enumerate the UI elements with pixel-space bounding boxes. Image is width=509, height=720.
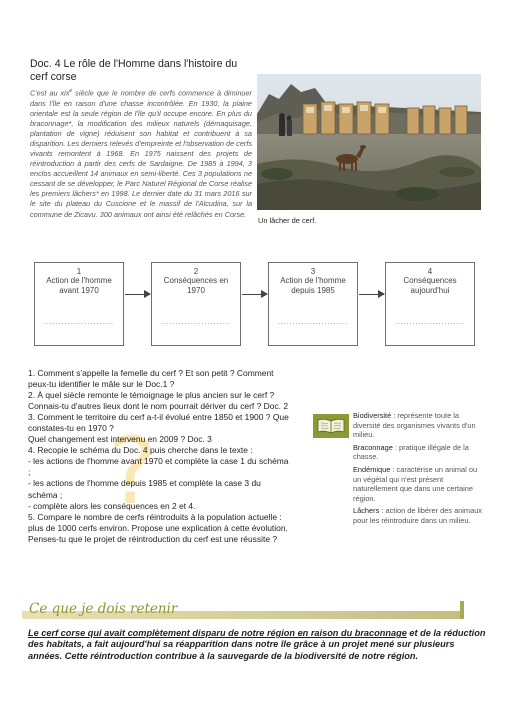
doc-body-text: C'est au xix$^e$ siècle que le nombre de cerfs commence à diminuer dans l'île en raison d'une chasse incontrôlée. En 1930, la plaine orientale est la seule région de l'île qu'il occupe encore. En plus du braconnage*, la modification des milieux naturels (démaquisage, plantation de vigne) réduisent son habitat et contribuent à sa disparition. Les derniers relevés d'empreinte et l'observation de cerfs vivants remontent à 1968. En 1975 naissent des projets de réintroduction à partir des cerfs de Sardaigne. De 1985 à 1994, 3 enclos accueillent 14 animaux en semi-liberté. Ces 3 populations ne cessant de se développer, le Parc Naturel Régional de Corse réalise les premiers lâchers* en 1998. Le dernier date du 31 mars 2016 sur le site du plateau du Cuscione et le massif de l'Alcudina, sur la commune de Zicavu. 300 animaux ont ainsi été relâchés en Corse.: [30, 88, 252, 219]
retenir-title: Ce que je dois retenir: [29, 601, 178, 617]
glossary: [353, 411, 483, 529]
glossary-definition: : action de libérer des animaux pour les réintroduire dans un milieu.: [353, 506, 483, 525]
diagram-arrow: [242, 294, 267, 295]
questions-list: [28, 368, 292, 545]
question-item: - complète alors les conséquences en 2 et 4.: [28, 500, 196, 511]
question-item: Quel changement est intervenu en 2009 ? Doc. 3: [28, 434, 212, 445]
question-item: 3. Comment le territoire du cerf a-t-il évolué entre 1850 et 1900 ? Que constates-tu en 1970 ?: [28, 412, 289, 434]
diagram-arrow: [359, 294, 384, 295]
glossary-entry: [353, 506, 483, 525]
glossary-term: Biodiversité: [353, 411, 392, 420]
diagram-step-4: [385, 262, 475, 346]
diagram-step-3: [268, 262, 358, 346]
photo-caption: Un lâcher de cerf.: [258, 216, 317, 225]
step-number: 2: [193, 267, 199, 276]
glossary-entry: [353, 443, 483, 462]
step-label: Conséquences en 1970: [163, 276, 229, 295]
glossary-term: Lâchers: [353, 506, 380, 516]
retenir-summary: [28, 628, 486, 662]
step-blank: ........................: [278, 319, 348, 326]
step-label: Conséquences aujourd'hui: [403, 276, 457, 295]
diagram-step-2: [151, 262, 241, 346]
diagram-arrow: [125, 294, 150, 295]
glossary-term: Endémique: [353, 464, 391, 474]
question-mark-icon: ?: [108, 418, 157, 525]
open-book-icon: [313, 414, 349, 438]
question-item: 1. Comment s'appelle la femelle du cerf ? Et son petit ? Comment peux-tu identifier le mâle sur le Doc.1 ?: [28, 368, 274, 390]
step-blank: ........................: [395, 319, 465, 326]
deer-release-photo: [257, 74, 481, 210]
doc-title: Doc. 4 Le rôle de l'Homme dans l'histoire du cerf corse: [30, 58, 238, 83]
retenir-rest: et de la réduction des habitats, a fait aujourd'hui sa réapparition dans notre île grâce à un projet mené sur plusieurs années. Cette réintroduction contribue à la sauvegarde de la biodiversité de notre région.: [28, 628, 486, 661]
question-item: - les actions de l'homme avant 1970 et complète la case 1 du schéma ;: [28, 456, 289, 478]
step-blank: ........................: [44, 319, 114, 326]
glossary-definition: : caractérise un animal ou un végétal qui n'est présent naturellement que dans une certaine région.: [353, 464, 478, 503]
question-item: - les actions de l'homme depuis 1985 et complète la case 3 du schéma ;: [28, 478, 261, 500]
step-number: 3: [310, 267, 316, 276]
step-label: Action de l'homme avant 1970: [46, 276, 112, 295]
flow-diagram: [34, 262, 484, 362]
step-number: 4: [427, 267, 433, 276]
retenir-underlined: Le cerf corse qui avait complètement disparu de notre région en raison du braconnage: [28, 628, 407, 638]
glossary-entry: [353, 411, 483, 440]
glossary-definition: : pratique illégale de la chasse.: [353, 442, 469, 462]
step-number: 1: [76, 267, 82, 276]
step-label: Action de l'homme depuis 1985: [280, 276, 346, 295]
deer-release-illustration: [257, 74, 481, 210]
question-item: 4. Recopie le schéma du Doc. 4 puis cherche dans le texte :: [28, 445, 253, 456]
diagram-step-1: [34, 262, 124, 346]
glossary-definition: : représente toute la diversité des organismes vivants d'un milieu.: [353, 411, 476, 440]
glossary-term: Braconnage: [353, 442, 393, 452]
step-blank: ........................: [161, 319, 231, 326]
question-item: 5. Compare le nombre de cerfs réintroduits à la population actuelle : plus de 1000 cerfs environ. Propose une explication à cette évolution. Penses-tu que le projet de réintroduction du cerf est une réussite ?: [28, 511, 288, 544]
glossary-entry: [353, 465, 483, 503]
question-item: 2. À quel siècle remonte le témoignage le plus ancien sur le cerf ? Connais-tu d'autres lieux dont le nom pourrait dériver du cerf ? Doc. 2: [28, 390, 289, 412]
